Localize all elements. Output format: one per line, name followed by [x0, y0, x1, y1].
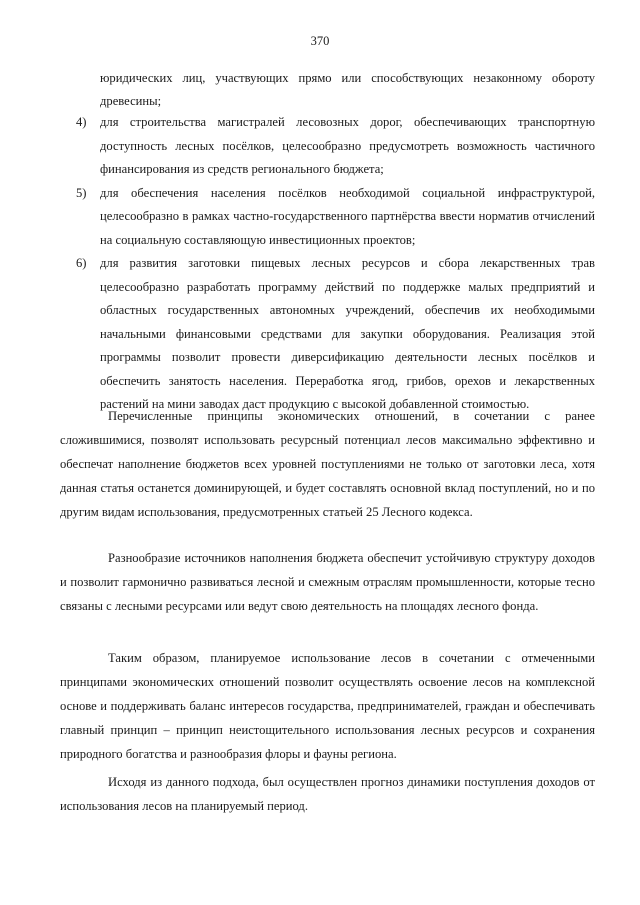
list-item [76, 111, 595, 182]
list-item-text: для строительства магистралей лесовозных дорог, обеспечивающих транспортную доступность лесных посёлков, целесообразно предусмотреть возможность частичного финансирования из средств регионального бюджета; [100, 115, 595, 176]
list-item-continuation: юридических лиц, участвующих прямо или способствующих незаконному обороту древесины; [100, 71, 595, 108]
body-paragraph: Исходя из данного подхода, был осуществлен прогноз динамики поступления доходов от использования лесов на планируемый период. [60, 775, 595, 813]
list-item [76, 252, 595, 417]
list-item-text: для развития заготовки пищевых лесных ресурсов и сбора лекарственных трав целесообразно разработать программу действий по поддержке малых предприятий и областных государственных автономных учреждений, обеспечив их необходимыми начальными финансовыми средствами для закупки оборудования. Реализация этой программы позволит провести диверсификацию деятельности лесных посёлков и обеспечить занятость населения. Переработка ягод, грибов, орехов и лекарственных растений на мини заводах даст продукцию с высокой добавленной стоимостью. [100, 256, 595, 411]
list-item-number: 4) [76, 115, 87, 129]
list-item-number: 6) [76, 256, 87, 270]
body-paragraph: Таким образом, планируемое использование лесов в сочетании с отмеченными принципами экономических отношений позволит осуществлять освоение лесов на комплексной основе и поддерживать баланс интересов государства, предпринимателей, граждан и обеспечивать главный принцип – принцип неистощительного использования лесных ресурсов и сохранения природного богатства и разнообразия флоры и фауны региона. [60, 651, 595, 761]
list-item-text: для обеспечения населения посёлков необходимой социальной инфраструктурой, целесообразно в рамках частно-государственного партнёрства ввести норматив отчислений на социальную составляющую инвестиционных проектов; [100, 185, 595, 247]
list-item [76, 182, 595, 253]
list-item-number: 5) [76, 185, 87, 200]
body-paragraph: Перечисленные принципы экономических отношений, в сочетании с ранее сложившимися, позволят использовать ресурсный потенциал лесов максимально эффективно и обеспечат наполнение бюджетов всех уровней поступлениями не только от заготовки леса, хотя данная статья останется доминирующей, и будет составлять основной вклад поступлений, но и по другим видам использования, предусмотренных статьей 25 Лесного кодекса. [60, 409, 595, 519]
numbered-list [0, 111, 640, 417]
page-number: 370 [310, 34, 330, 48]
body-paragraph: Разнообразие источников наполнения бюджета обеспечит устойчивую структуру доходов и позволит гармонично развиваться лесной и смежным отраслям промышленности, которые тесно связаны с лесными ресурсами или ведут свою деятельность на площадях лесного фонда. [60, 551, 595, 613]
